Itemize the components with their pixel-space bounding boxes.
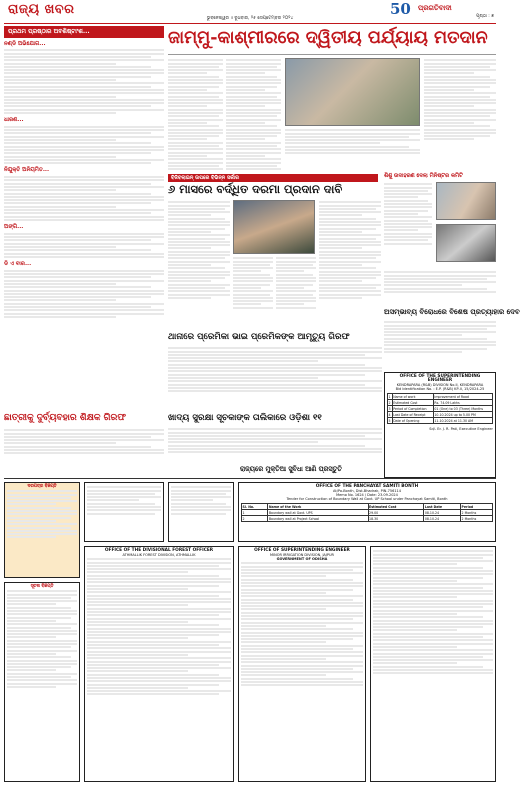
tender-notice-kendrapara <box>384 372 496 478</box>
section-title: ରାଜ୍ୟ ଖବର <box>8 2 75 17</box>
story-3-text <box>384 182 432 268</box>
notice-2-body: Tender for Construction of Boundary Wall at Govt. UP School under Panchayat Samiti, Bonth <box>286 497 448 501</box>
header-rule <box>4 23 496 24</box>
notice-6-org: ଦରପତ୍ର ବିଜ୍ଞପ୍ତି <box>27 484 57 489</box>
tender-notice-jajpur <box>238 546 366 782</box>
story-2-text-d <box>319 200 381 330</box>
voters-queue-photo <box>285 58 420 126</box>
item-heading-3: ନିଯୁକ୍ତି ଅନିୟମିତ... <box>4 167 50 174</box>
story-2-text-c <box>276 256 316 328</box>
main-headline: ଜାମ୍ମୁ-କାଶ୍ମୀରରେ ଦ୍ୱିତୀୟ ପର୍ଯ୍ୟାୟ ମତଦାନ <box>168 28 488 48</box>
small-ad <box>168 482 234 542</box>
story-7-text <box>4 428 164 468</box>
table-row: 1 Boundary wall at Govt. UPS 29.00 08.10.24 2 Months <box>242 510 493 516</box>
logo-name: ପ୍ରଗତିବାଦୀ <box>418 4 452 12</box>
left-column <box>4 26 164 412</box>
masthead <box>0 0 500 22</box>
item-body-2 <box>4 126 164 164</box>
story-6-text <box>168 427 382 465</box>
story-4-text <box>168 346 382 412</box>
story-1-text-d <box>424 58 496 168</box>
page-number: ପୃଷ୍ଠା : ୭ <box>476 14 494 19</box>
notice-2-table <box>241 503 493 522</box>
classified-ad-1 <box>4 482 80 578</box>
story-2-headline: ୬ ମାସରେ ବର୍ଦ୍ଧିତ ଦରମା ପ୍ରଦାନ ଦାବି <box>168 182 343 196</box>
anniversary-50-icon: 50 <box>390 0 411 18</box>
table-row: 4 Last Date of Receipt 10.10.2024 up to 5.00 PM <box>388 412 493 418</box>
item-body-4 <box>4 233 164 258</box>
story-1-text-c <box>285 128 420 168</box>
table-row: 3 Period of Completion 01 (One) to 03 (Three) Months <box>388 406 493 412</box>
item-body-5 <box>4 270 164 318</box>
story-2-text-a <box>168 200 230 330</box>
story-2-kicker: ବିଜିବଲାଇନ୍ ଉପରେ ବିଭିନ୍ନ ସର୍କାର <box>168 174 378 182</box>
story-4-headline: ଥାନାରେ ପ୍ରେମିକା ଭାଇ ପ୍ରେମିକଙ୍କ ଆମୃତ୍ୟୁ ଗିରଫ <box>168 332 350 342</box>
notice-4-sub: MINOR IRRIGATION DIVISION, JAJPUR <box>270 553 334 557</box>
item-heading-2: ଧାରଣ... <box>4 117 24 124</box>
tender-notice-athmallik <box>84 546 234 782</box>
item-heading-5: ଡି ଏ ବାର... <box>4 260 32 267</box>
notice-3-org: OFFICE OF THE DIVISIONAL FOREST OFFICER <box>104 548 214 553</box>
portrait-photo-1 <box>436 182 496 220</box>
table-row: 2 Estimated Cost Rs. 74.09 Lakhs <box>388 400 493 406</box>
notice-5-org: GOVERNMENT OF ODISHA <box>276 557 328 561</box>
continued-band: ପ୍ରଥମ ପ୍ରଷ୍ଠାର ଅବଶିଷ୍ଟାଂଶ... <box>4 26 164 38</box>
portrait-photo-2 <box>436 224 496 262</box>
tender-notice-bonth <box>238 482 496 542</box>
notice-1-org: OFFICE OF THE SUPERINTENDING ENGINEER <box>399 374 481 383</box>
item-heading-4: ଅଙ୍ଗି... <box>4 223 24 230</box>
bank-ad <box>84 482 164 542</box>
notice-1-sub: KENDRAPARA (R&B) DIVISION No.II, KENDRAPARA <box>396 383 484 387</box>
table-row: 5 Date of Opening 11.10.2024 at 11.30 AM <box>388 418 493 424</box>
story-3-text-b <box>384 270 496 304</box>
table-header-row: Sl. No. Name of the Work Estimated Cost Last Date Period <box>242 504 493 510</box>
story-8-headline: ରାଜ୍ୟରେ ମୁକ୍ତିଆ ସୁବିଧା ଆଣି ପ୍ରସ୍ତୁତି <box>240 465 342 473</box>
table-row: 1 Name of work Improvement of Road <box>388 394 493 400</box>
notice-2-sub: At/Po-Bonth, Dist-Bhadrak, PIN-756114 <box>333 489 401 493</box>
notice-3-sub: ATHMALLIK FOREST DIVISION, ATHMALLIK <box>122 553 196 557</box>
notice-1-table <box>387 393 493 424</box>
meeting-photo <box>233 200 315 254</box>
item-heading-1: ନଣ୍ଡି ଅଭିଯୋଗ... <box>4 40 46 47</box>
notice-2-org: OFFICE OF THE PANCHAYAT SAMITI BONTH <box>315 484 419 489</box>
story-2-text-b <box>233 256 273 328</box>
notice-2-memo: Memo No. 1624 / Date: 23.09.2024 <box>336 493 398 497</box>
item-body-1 <box>4 49 164 114</box>
story-7-headline: ଛାତ୍ରୀକୁ ଦୁର୍ବ୍ୟବହାର ଶିକ୍ଷକ ଗିରଫ <box>4 413 127 423</box>
story-5-headline: ଅସମ୍ଭାବ୍ୟ ବିରୋଧରେ ବିଶେଷ ପ୍ରତ୍ୟାହାର ଦେବ <box>384 307 520 316</box>
classified-ad-2 <box>4 582 80 782</box>
story-3-kicker: ଶିଶୁ ଉଦାହରଣ ଦେଲା ମିନିଷ୍ଟର କମିଟି <box>384 173 463 179</box>
notice-4-org: OFFICE OF SUPERINTENDING ENGINEER <box>254 548 350 553</box>
notice-1-sign: Sd/- Er. J. R. Pati, Executive Engineer <box>429 427 493 431</box>
notice-7-org: ସୂଚନା ବିଜ୍ଞପ୍ତି <box>30 584 54 589</box>
item-body-3 <box>4 176 164 221</box>
dateline: ଭୁବନେଶ୍ୱର ॥ ବୁଧବାର, ୨୫ ସେପ୍ଟେମ୍ବର ୨୦୨୪ <box>206 16 294 21</box>
tender-notice-bonth-right <box>370 546 496 782</box>
table-row: 2 Boundary wall at Project School 18.30 08.10.24 2 Months <box>242 516 493 522</box>
notice-1-bid-no: Bid Identification No. : E.P. (R&B) KP-II, 15/2024-25 <box>395 387 485 391</box>
story-5-text <box>384 320 496 370</box>
story-6-headline: ଖାଦ୍ୟ ସୁରକ୍ଷା ସୂଚକାଙ୍କ ତାଲିକାରେ ଓଡ଼ିଶା ୧୧ <box>168 413 322 423</box>
